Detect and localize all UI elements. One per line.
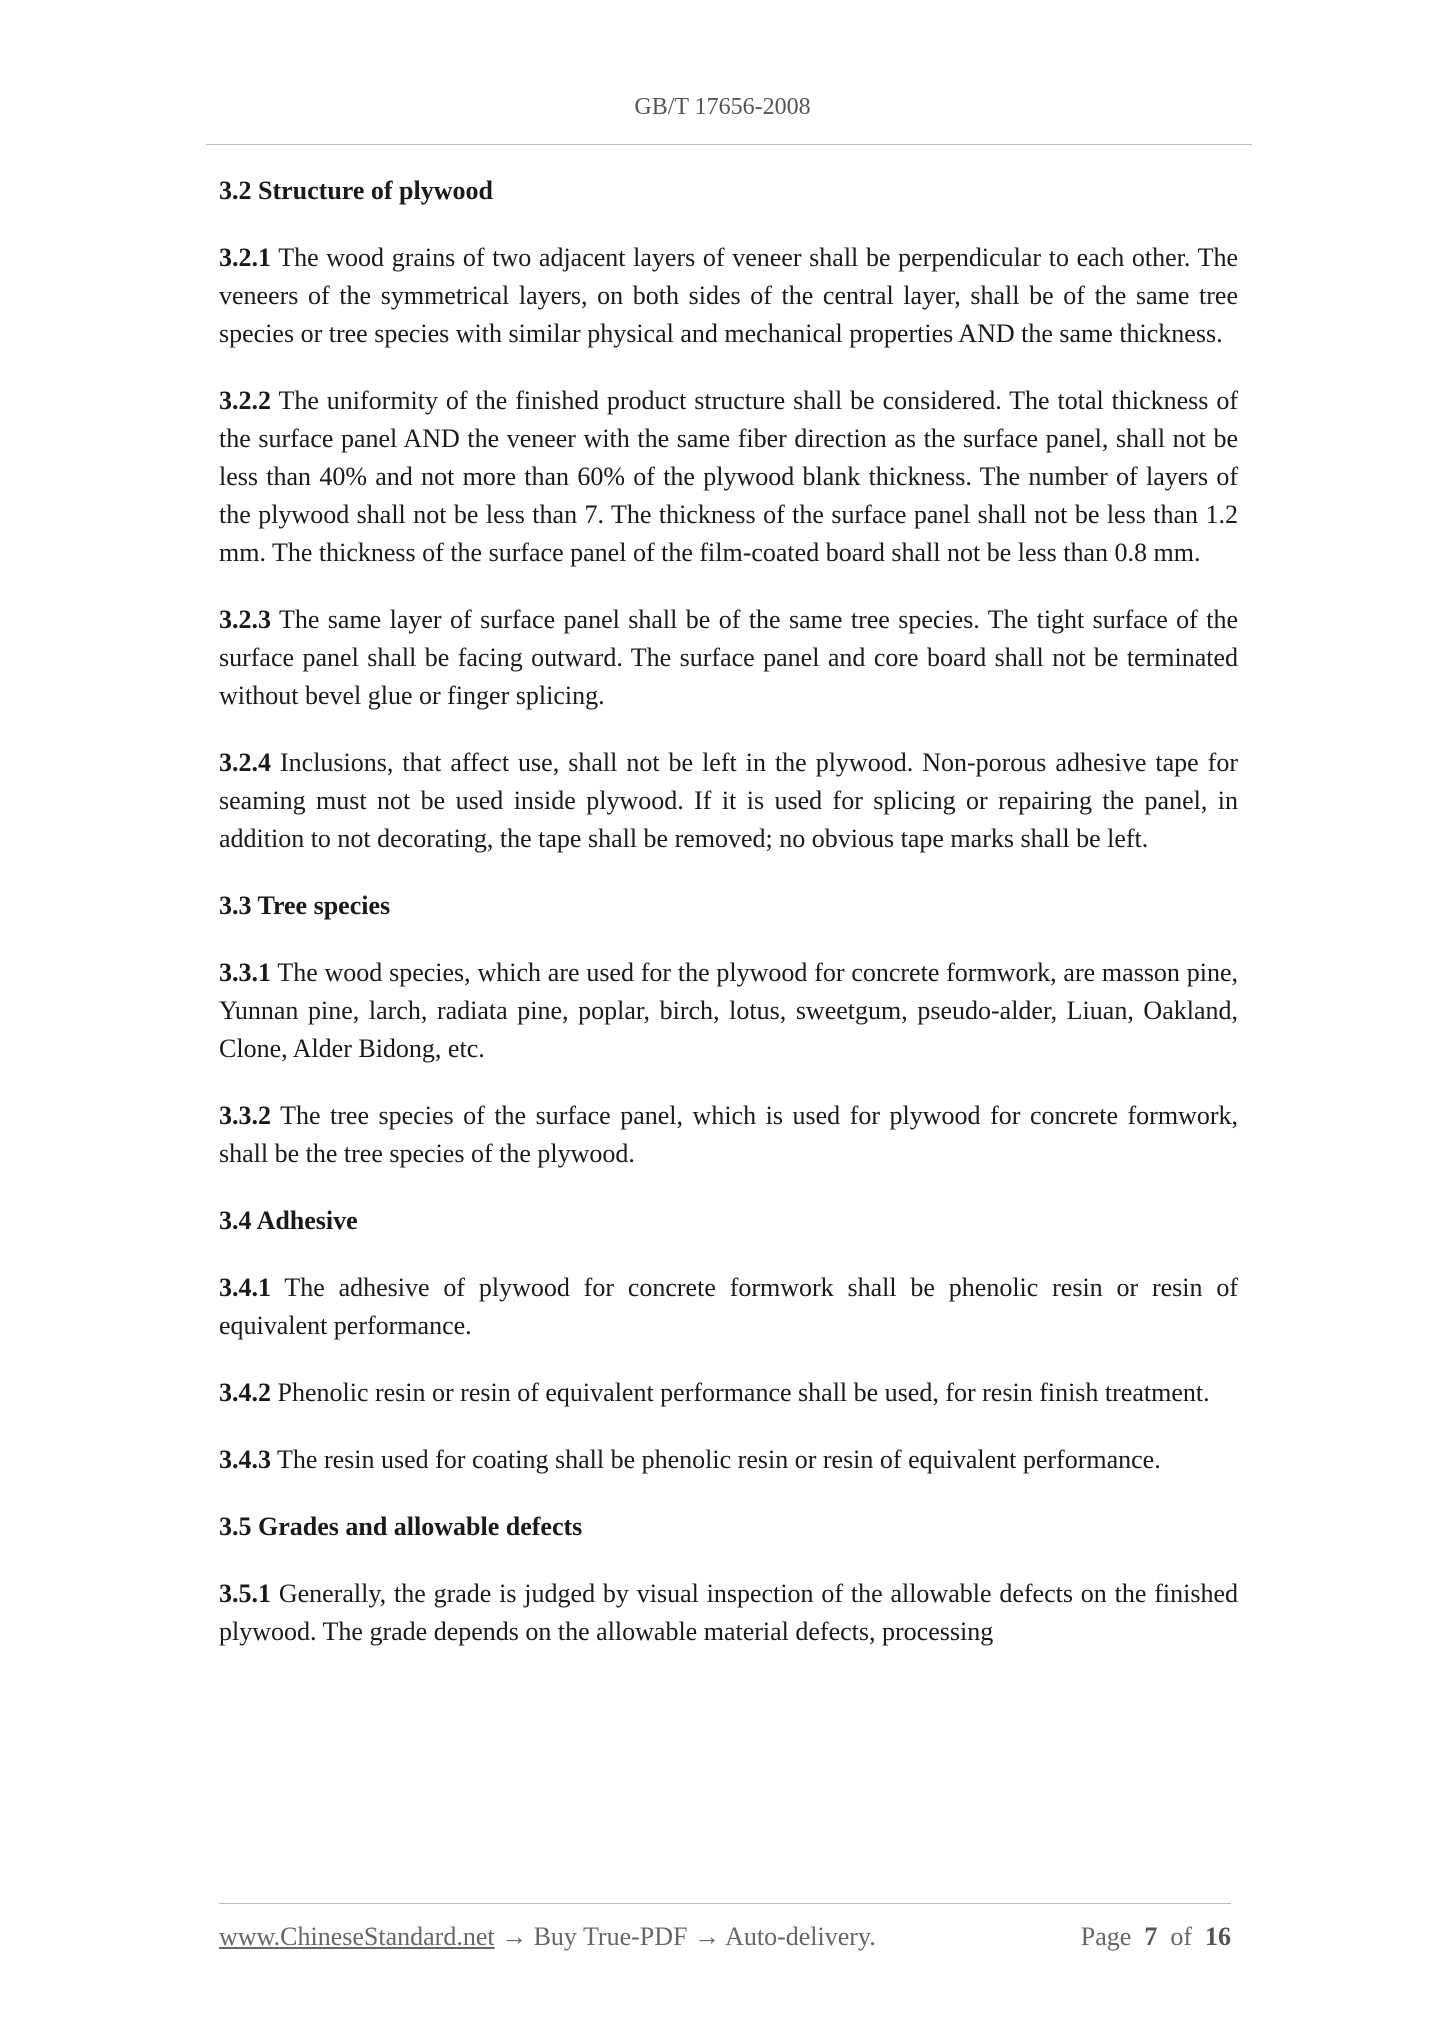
document-body [219,172,1238,1680]
clause-text: The adhesive of plywood for concrete formwork shall be phenolic resin or resin of equivalent performance. [219,1273,1238,1340]
page-label: Page [1080,1922,1132,1951]
page-current: 7 [1144,1922,1158,1951]
document-footer [219,1922,1231,1952]
clause-text: Inclusions, that affect use, shall not be left in the plywood. Non-porous adhesive tape for seaming must not be used inside plywood. If it is used for splicing or repairing the panel, in addition to not decorating, the tape shall be removed; no obvious tape marks shall be left. [219,748,1238,853]
page-total: 16 [1205,1922,1231,1951]
section-heading: 3.3 Tree species [219,891,391,920]
website-link[interactable]: www.ChineseStandard.net [219,1922,495,1951]
clause-number: 3.2.3 [219,605,271,634]
footer-divider [219,1903,1231,1904]
delivery-text: Auto-delivery. [725,1922,876,1951]
clause-number: 3.2.1 [219,243,271,272]
page-indicator [1081,1922,1231,1952]
clause-paragraph [219,1269,1238,1345]
clause-text: The resin used for coating shall be phenolic resin or resin of equivalent performance. [271,1445,1161,1474]
footer-promo [219,1922,876,1952]
clause-text: The wood species, which are used for the plywood for concrete formwork, are masson pine, Yunnan pine, larch, radiata pine, poplar, birch, lotus, sweetgum, pseudo-alder, Liuan, Oakland, Clone, Alder Bidong, etc. [219,958,1238,1063]
clause-number: 3.5.1 [219,1579,271,1608]
arrow-right-icon: → [501,1922,528,1951]
clause-number: 3.3.2 [219,1101,271,1130]
clause-paragraph [219,382,1238,572]
section-heading: 3.2 Structure of plywood [219,176,493,205]
arrow-right-icon: → [694,1922,720,1951]
clause-number: 3.4.2 [219,1378,271,1407]
page-of-label: of [1170,1922,1192,1951]
section-heading: 3.5 Grades and allowable defects [219,1512,583,1541]
clause-paragraph [219,601,1238,715]
clause-number: 3.3.1 [219,958,271,987]
clause-number: 3.2.4 [219,748,271,777]
clause-paragraph [219,239,1238,353]
clause-text: The wood grains of two adjacent layers of veneer shall be perpendicular to each other. The veneers of the symmetrical layers, on both sides of the central layer, shall be of the same tree species or tree species with similar physical and mechanical properties AND the same thickness. [219,243,1238,348]
buy-text: Buy True-PDF [533,1922,688,1951]
header-divider [206,144,1252,145]
clause-text: Generally, the grade is judged by visual inspection of the allowable defects on the finished plywood. The grade depends on the allowable material defects, processing [219,1579,1238,1646]
clause-paragraph [219,1441,1238,1479]
clause-paragraph [219,1374,1238,1412]
clause-text: Phenolic resin or resin of equivalent performance shall be used, for resin finish treatment. [271,1378,1210,1407]
clause-text: The same layer of surface panel shall be of the same tree species. The tight surface of the surface panel shall be facing outward. The surface panel and core board shall not be terminated without bevel glue or finger splicing. [219,605,1238,710]
clause-paragraph [219,1097,1238,1173]
clause-text: The uniformity of the finished product structure shall be considered. The total thickness of the surface panel AND the veneer with the same fiber direction as the surface panel, shall not be less than 40% and not more than 60% of the plywood blank thickness. The number of layers of the plywood shall not be less than 7. The thickness of the surface panel shall not be less than 1.2 mm. The thickness of the surface panel of the film-coated board shall not be less than 0.8 mm. [219,386,1238,567]
section-heading: 3.4 Adhesive [219,1206,358,1235]
clause-number: 3.4.3 [219,1445,271,1474]
clause-paragraph [219,744,1238,858]
clause-paragraph [219,1575,1238,1651]
clause-paragraph [219,954,1238,1068]
document-header: GB/T 17656-2008 [634,94,811,120]
clause-number: 3.2.2 [219,386,271,415]
clause-text: The tree species of the surface panel, which is used for plywood for concrete formwork, shall be the tree species of the plywood. [219,1101,1238,1168]
clause-number: 3.4.1 [219,1273,271,1302]
